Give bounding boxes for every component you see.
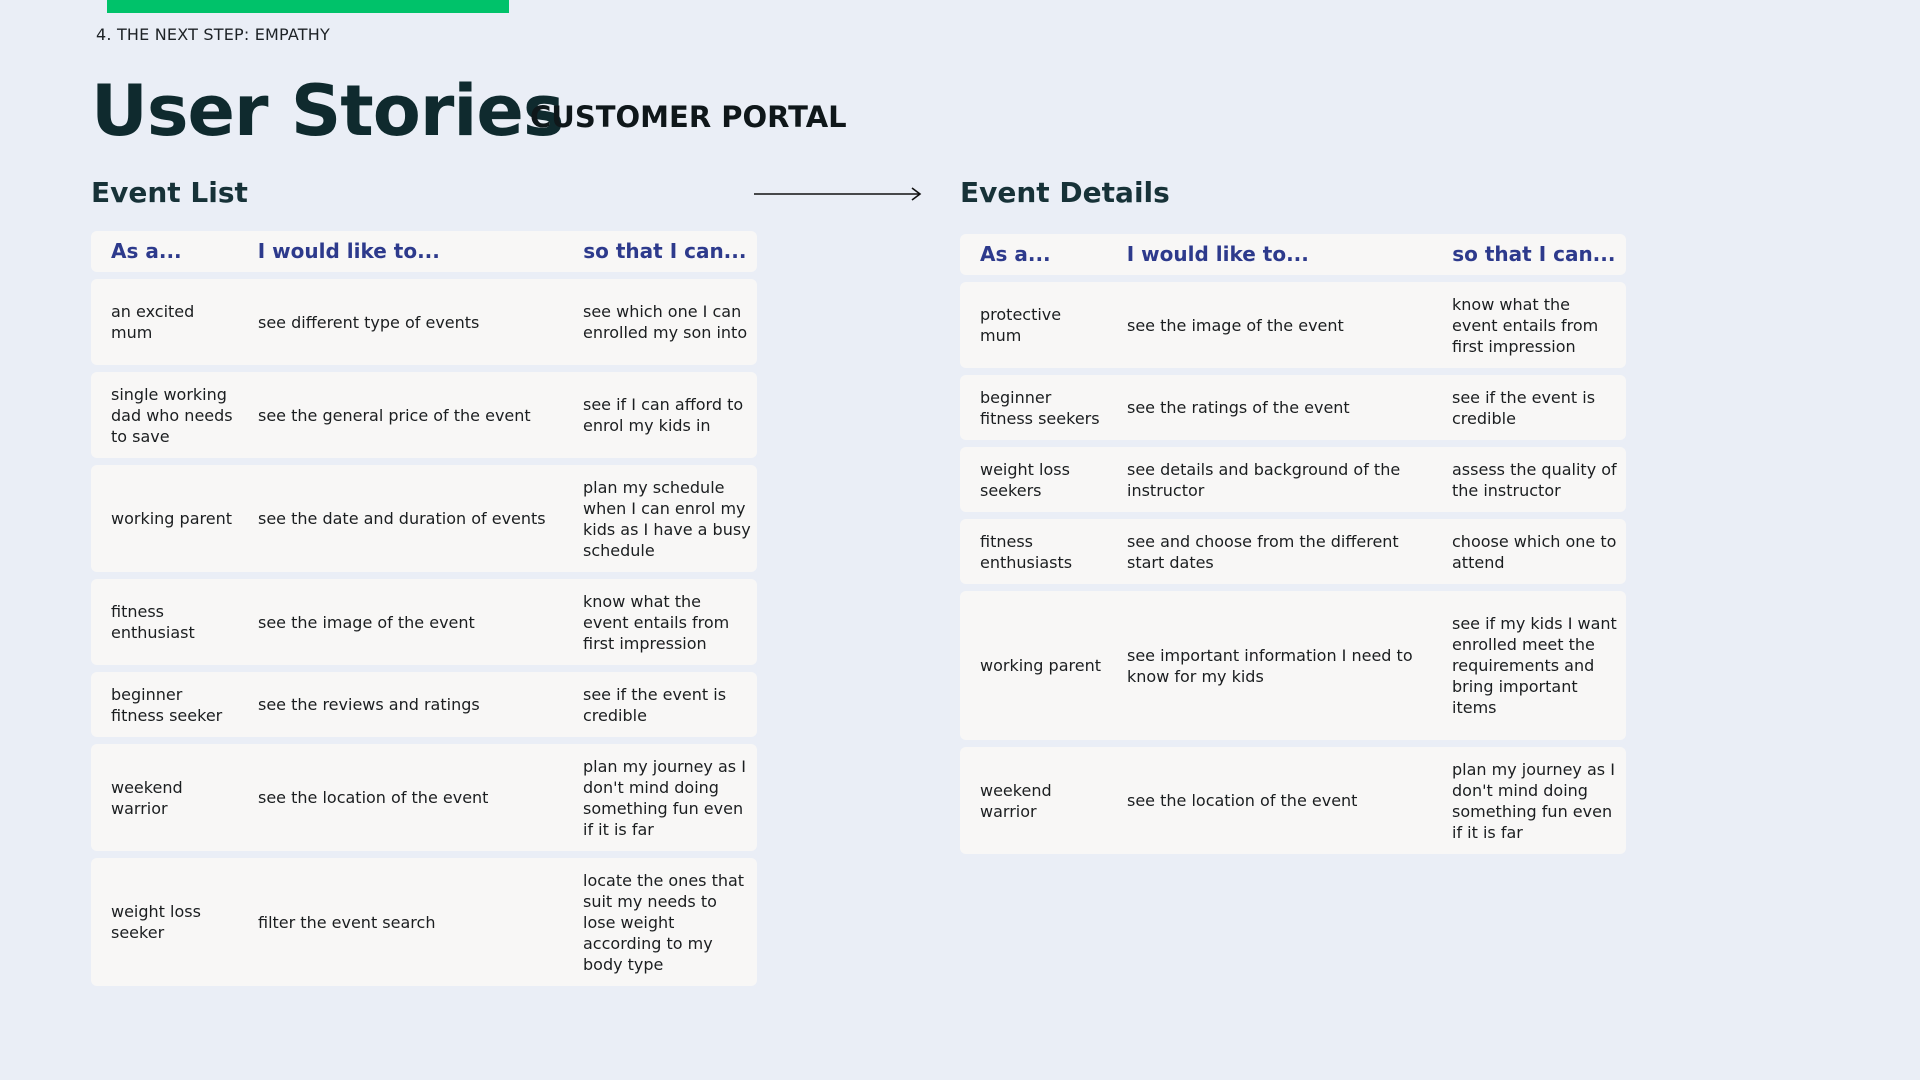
column-header-so: so that I can... [583, 239, 747, 263]
cell-as: weight loss seeker [111, 902, 201, 942]
cell-as: single working dad who needs to save [111, 384, 233, 446]
column-header-so: so that I can... [1452, 242, 1616, 266]
cell-want: see the location of the event [258, 788, 489, 807]
cell-want: see the general price of the event [258, 405, 531, 425]
table-header-row [960, 234, 1626, 275]
page-subtitle: CUSTOMER PORTAL [530, 100, 847, 134]
column-header-as: As a... [980, 242, 1051, 266]
table-header-row [91, 231, 757, 272]
accent-bar [107, 0, 509, 13]
table-row [960, 282, 1626, 368]
cell-want: see important information I need to know for my kids [1127, 645, 1413, 686]
cell-so: see if the event is credible [1452, 387, 1596, 428]
column-header-want: I would like to... [1126, 242, 1309, 266]
event-list-heading: Event List [91, 176, 248, 209]
table-row [91, 672, 757, 737]
cell-so: plan my schedule when I can enrol my kids as I have a busy schedule [583, 477, 751, 560]
column-header-want: I would like to... [257, 239, 440, 263]
cell-want: see the image of the event [1127, 315, 1344, 335]
cell-as: fitness enthusiasts [980, 531, 1073, 572]
cell-so: plan my journey as I don't mind doing something fun even if it is far [1452, 759, 1615, 842]
cell-want: see the date and duration of events [258, 509, 546, 528]
table-row [960, 447, 1626, 512]
cell-as: beginner fitness seekers [980, 387, 1100, 428]
cell-as: weekend warrior [980, 780, 1052, 821]
cell-want: see details and background of the instructor [1127, 459, 1401, 500]
cell-want: see and choose from the different start dates [1127, 531, 1399, 572]
arrow-right-icon [754, 186, 924, 202]
cell-so: know what the event entails from first impression [583, 591, 730, 653]
event-details-heading: Event Details [960, 176, 1170, 209]
cell-so: see if I can afford to enrol my kids in [583, 395, 744, 435]
table-row [91, 279, 757, 365]
cell-so: assess the quality of the instructor [1452, 459, 1617, 500]
section-label: 4. THE NEXT STEP: EMPATHY [96, 25, 330, 44]
cell-as: weekend warrior [111, 777, 183, 818]
table-row [960, 519, 1626, 584]
cell-so: plan my journey as I don't mind doing something fun even if it is far [583, 756, 746, 839]
cell-so: see if my kids I want enrolled meet the requirements and bring important items [1452, 614, 1617, 717]
cell-so: choose which one to attend [1452, 531, 1617, 572]
table-row [91, 744, 757, 851]
table-row [91, 858, 757, 986]
cell-as: fitness enthusiast [111, 602, 195, 642]
cell-as: weight loss seekers [980, 459, 1070, 500]
cell-as: beginner fitness seeker [111, 684, 223, 725]
column-header-as: As a... [111, 239, 182, 263]
table-row [91, 372, 757, 458]
cell-want: see the location of the event [1127, 791, 1358, 810]
page-title: User Stories [91, 70, 564, 152]
table-row [960, 747, 1626, 854]
cell-as: working parent [980, 656, 1101, 675]
cell-want: see the image of the event [258, 612, 475, 632]
table-row [91, 579, 757, 665]
cell-want: filter the event search [258, 912, 436, 932]
cell-as: working parent [111, 509, 232, 528]
cell-so: see if the event is credible [583, 684, 727, 725]
cell-want: see the reviews and ratings [258, 695, 480, 714]
table-row [960, 591, 1626, 740]
cell-as: an excited mum [111, 302, 195, 342]
event-list-table [91, 231, 757, 993]
cell-so: know what the event entails from first impression [1452, 294, 1599, 356]
table-row [960, 375, 1626, 440]
cell-so: locate the ones that suit my needs to lose weight according to my body type [583, 870, 745, 974]
cell-as: protective mum [980, 305, 1062, 345]
cell-want: see the ratings of the event [1127, 398, 1350, 417]
table-row [91, 465, 757, 572]
cell-so: see which one I can enrolled my son into [583, 302, 748, 342]
event-details-table [960, 234, 1626, 861]
cell-want: see different type of events [258, 312, 480, 332]
